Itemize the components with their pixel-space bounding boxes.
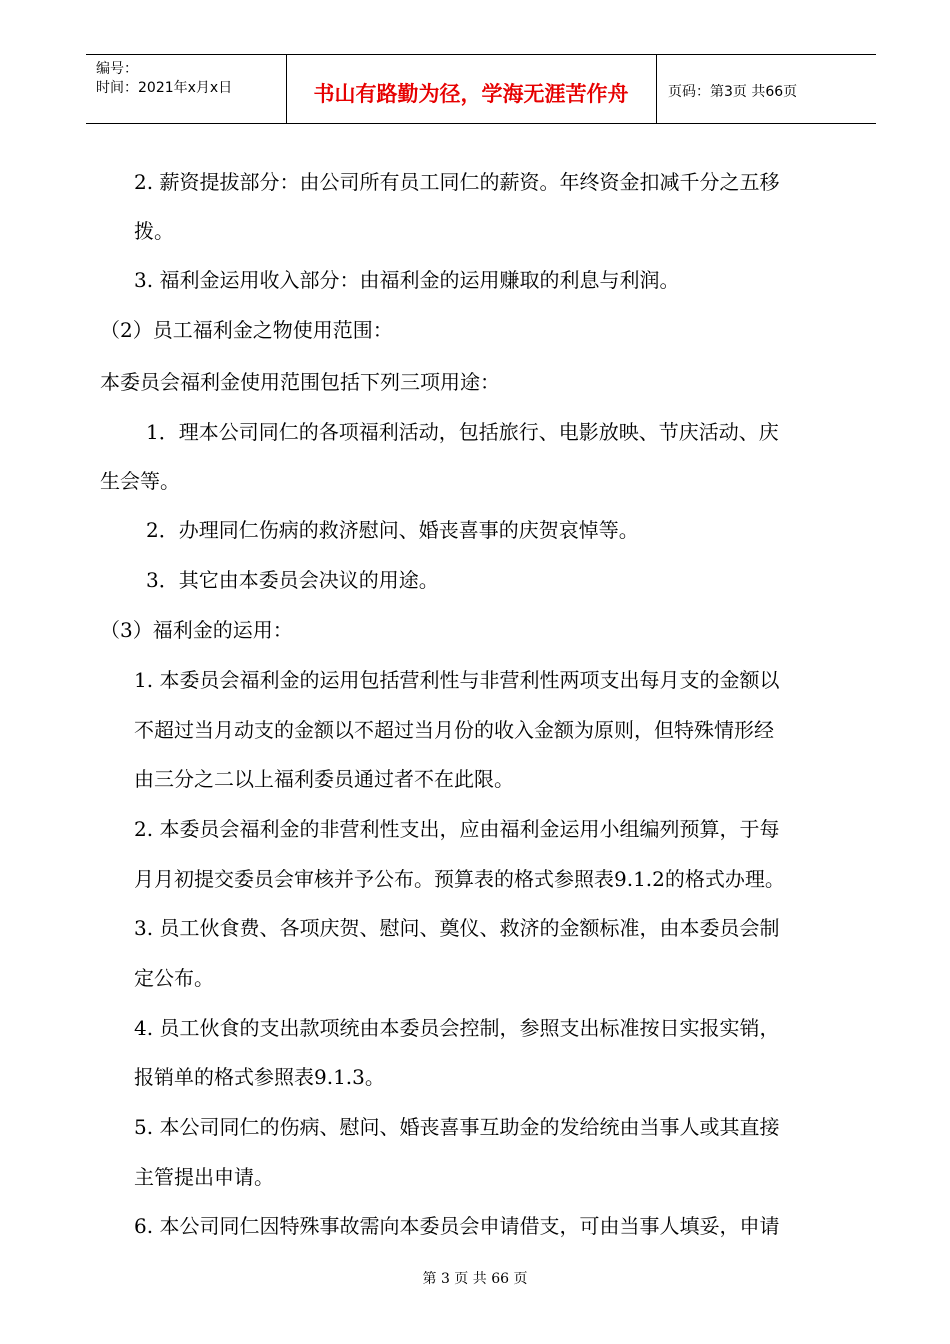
section-heading: （3）福利金的运用： (100, 618, 293, 642)
body-line: 1．理本公司同仁的各项福利活动，包括旅行、电影放映、节庆活动、庆 (146, 420, 779, 444)
body-line: 3. 福利金运用收入部分：由福利金的运用赚取的利息与利润。 (134, 268, 680, 292)
header-motto: 书山有路勤为径，学海无涯苦作舟 (313, 82, 629, 106)
page-footer: 第 3 页 共 66 页 (422, 1271, 528, 1287)
body-line: 2. 本委员会福利金的非营利性支出，应由福利金运用小组编列预算，于每 (134, 817, 780, 841)
body-line: 6. 本公司同仁因特殊事故需向本委员会申请借支，可由当事人填妥，申请 (134, 1214, 780, 1238)
body-line: 1. 本委员会福利金的运用包括营利性与非营利性两项支出每月支的金额以 (134, 668, 780, 692)
body-line: 主管提出申请。 (134, 1165, 274, 1189)
document-number-label: 编号： (96, 61, 138, 77)
body-line: 生会等。 (100, 469, 180, 493)
body-line: 3．其它由本委员会决议的用途。 (146, 568, 439, 592)
header-meta-cell (86, 55, 287, 123)
body-line: 月月初提交委员会审核并予公布。预算表的格式参照表9.1.2的格式办理。 (134, 867, 785, 891)
section-heading: （2）员工福利金之物使用范围： (100, 318, 393, 342)
body-line: 本委员会福利金使用范围包括下列三项用途： (100, 370, 500, 394)
document-header (86, 54, 876, 124)
body-line: 不超过当月动支的金额以不超过当月份的收入金额为原则，但特殊情形经 (134, 718, 774, 742)
body-line: 定公布。 (134, 966, 214, 990)
body-line: 拨。 (134, 219, 174, 243)
body-line: 2．办理同仁伤病的救济慰问、婚丧喜事的庆贺哀悼等。 (146, 518, 639, 542)
body-line: 报销单的格式参照表9.1.3。 (134, 1065, 385, 1089)
header-page-cell (656, 55, 876, 123)
body-line: 2. 薪资提拔部分：由公司所有员工同仁的薪资。年终资金扣减千分之五移 (134, 170, 780, 194)
body-line: 3. 员工伙食费、各项庆贺、慰问、奠仪、救济的金额标准，由本委员会制 (134, 916, 780, 940)
document-time-label: 时间：2021年x月x日 (96, 80, 233, 96)
header-motto-cell (286, 55, 657, 123)
body-line: 由三分之二以上福利委员通过者不在此限。 (134, 767, 514, 791)
header-page-number: 页码：第3页 共66页 (668, 84, 798, 100)
body-line: 5. 本公司同仁的伤病、慰问、婚丧喜事互助金的发给统由当事人或其直接 (134, 1115, 780, 1139)
body-line: 4. 员工伙食的支出款项统由本委员会控制，参照支出标准按日实报实销， (134, 1016, 780, 1040)
